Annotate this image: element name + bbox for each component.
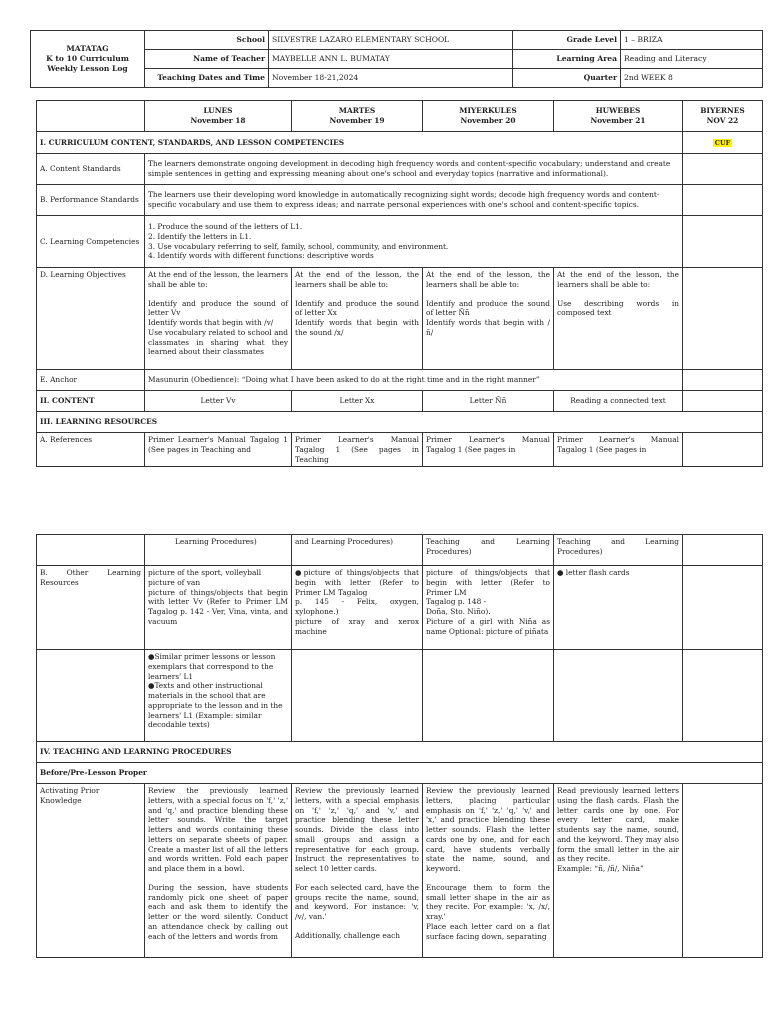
objective-monday: At the end of the lesson, the learners shall be able to: Identify and produce the sound of letter Vv Identify words that begin with /v/ Use vocabulary related to school and classmates in sharing what they learned about their classmates [145, 268, 292, 370]
grade-label: Grade Level [513, 31, 621, 50]
days-row [37, 101, 763, 132]
other-thursday: ● letter flash cards [554, 566, 683, 650]
cuf-badge: CUF [714, 138, 731, 147]
objectives-label: D. Learning Objectives [37, 268, 145, 370]
section-before-lesson: Before/Pre-Lesson Proper [37, 763, 763, 784]
objective-wednesday: At the end of the lesson, the learners shall be able to: Identify and produce the sound of letter Ññ Identify words that begin with /ñ/ [423, 268, 554, 370]
day-thursday: HUWEBES November 21 [554, 101, 683, 132]
day-wednesday: MIYERKULES November 20 [423, 101, 554, 132]
other-tuesday: ●picture of things/objects that begin with letter (Refer to Primer LM Tagalog p. 145 - Felix, oxygen, xylophone.) picture of xray and xerox machine [292, 566, 423, 650]
other-extra-monday: ●Similar primer lessons or lesson exemplars that correspond to the learners' L1 ●Texts and other instructional materials in the school that are appropriate to the lesson and in the learners' L1 (Example: similar decodable texts) [145, 650, 292, 742]
quarter-label: Quarter [513, 69, 621, 88]
performance-standards-text: The learners use their developing word knowledge in automatically recognizing sight words; decode high frequency words and content-specific vocabulary and use them to express ideas; and narrate personal experiences with one's school and content-specific topics. [145, 185, 683, 216]
other-monday: picture of the sport, volleyball picture of van picture of things/objects that begin with letter Vv (Refer to Primer LM Tagalog p. 142 - Ver, Vina, vinta, and vacuum [145, 566, 292, 650]
day-monday: LUNES November 18 [145, 101, 292, 132]
objective-tuesday: At the end of the lesson, the learners shall be able to: Identify and produce the sound of letter Xx Identify words that begin with the sound /x/ [292, 268, 423, 370]
performance-standards-label: B. Performance Standards [37, 185, 145, 216]
section-content: II. CONTENT [37, 391, 145, 412]
school-label: School [145, 31, 269, 50]
lesson-table-page1 [36, 100, 763, 467]
section-curriculum: I. CURRICULUM CONTENT, STANDARDS, AND LESSON COMPETENCIES [37, 132, 683, 154]
competencies-label: C. Learning Competencies [37, 216, 145, 268]
activating-wednesday: Review the previously learned letters, placing particular emphasis on 'f,' 'z,' 'q,' 'v,' and 'x,' and practice blending these letter sounds. Flash the letter cards one by one, and for each card, have students verbally state the name, sound, and keyword. Encourage them to form the small letter shape in the air as they recite. For example: 'x, /x/, xray.' Place each letter card on a flat surface facing down, separating [423, 784, 554, 958]
reference-thursday: Primer Learner's Manual Tagalog 1 (See pages in [554, 433, 683, 467]
anchor-label: E. Anchor [37, 370, 145, 391]
reference-tuesday: Primer Learner's Manual Tagalog 1 (See pages in Teaching [292, 433, 423, 467]
reference-monday: Primer Learner's Manual Tagalog 1 (See pages in Teaching and [145, 433, 292, 467]
competencies-text: 1. Produce the sound of the letters of L1. 2. Identify the letters in L1. 3. Use vocabulary referring to self, family, school, community, and environment. 4. Identify words with different functions: descriptive words [145, 216, 683, 268]
section-procedures: IV. TEACHING AND LEARNING PROCEDURES [37, 742, 763, 763]
day-tuesday: MARTES November 19 [292, 101, 423, 132]
dates-label: Teaching Dates and Time [145, 69, 269, 88]
content-tuesday: Letter Xx [292, 391, 423, 412]
activating-tuesday: Review the previously learned letters, with a special emphasis on 'f,' 'z,' 'q,' and 'v,' and practice blending these letter sounds. Divide the class into small groups and assign a representative for each group. Instruct the representatives to select 10 letter cards. For each selected card, have the groups recite the name, sound, and keyword. For instance: 'v, /v/, van.' Additionally, challenge each [292, 784, 423, 958]
day-friday: BIYERNES NOV 22 [683, 101, 763, 132]
reference-cont-wednesday: Teaching and Learning Procedures) [423, 535, 554, 566]
other-resources-label: B. Other Learning Resources [37, 566, 145, 650]
area-label: Learning Area [513, 50, 621, 69]
references-label: A. References [37, 433, 145, 467]
school-value: SILVESTRE LAZARO ELEMENTARY SCHOOL [269, 31, 513, 50]
other-wednesday: picture of things/objects that begin with letter (Refer to Primer LM Tagalog p. 148 - Doña, Sto. Niño). Picture of a girl with Niña as name Optional: picture of piñata [423, 566, 554, 650]
activating-monday: Review the previously learned letters, with a special focus on 'f,' 'z,' and 'q,' and practice blending these letter sounds. Write the target letters and words containing these letters on separate sheets of paper. Create a master list of all the letters and words written. Fold each paper and place them in a bowl. During the session, have students randomly pick one sheet of paper each and ask them to identify the letter or the word silently. Conduct an attendance check by calling out each of the letters and words from [145, 784, 292, 958]
teacher-value: MAYBELLE ANN L. BUMATAY [269, 50, 513, 69]
log-title: MATATAG K to 10 Curriculum Weekly Lesson Log [31, 31, 145, 88]
objective-thursday: At the end of the lesson, the learners shall be able to: Use describing words in composed text [554, 268, 683, 370]
content-wednesday: Letter Ññ [423, 391, 554, 412]
header-table [30, 30, 763, 88]
area-value: Reading and Literacy [621, 50, 763, 69]
section-resources: III. LEARNING RESOURCES [37, 412, 763, 433]
activating-label: Activating Prior Knowledge [37, 784, 145, 958]
activating-thursday: Read previously learned letters using the flash cards. Flash the letter cards one by one. For every letter card, make students say the name, sound, and the keyword. They may also form the small letter in the air as they recite. Example: “ñ, /ñ/, Niña” [554, 784, 683, 958]
content-standards-text: The learners demonstrate ongoing development in decoding high frequency words and content-specific vocabulary; understand and create simple sentences in getting and expressing meaning about one's school and everyday topics (narrative and informational). [145, 154, 683, 185]
reference-wednesday: Primer Learner's Manual Tagalog 1 (See pages in [423, 433, 554, 467]
lesson-table-page2 [36, 534, 763, 958]
content-monday: Letter Vv [145, 391, 292, 412]
reference-cont-thursday: Teaching and Learning Procedures) [554, 535, 683, 566]
dates-value: November 18-21,2024 [269, 69, 513, 88]
content-thursday: Reading a connected text [554, 391, 683, 412]
reference-cont-tuesday: and Learning Procedures) [292, 535, 423, 566]
content-standards-label: A. Content Standards [37, 154, 145, 185]
quarter-value: 2nd WEEK 8 [621, 69, 763, 88]
anchor-text: Masunurin (Obedience): “Doing what I have been asked to do at the right time and in the right manner” [145, 370, 683, 391]
teacher-label: Name of Teacher [145, 50, 269, 69]
grade-value: 1 – BRIZA [621, 31, 763, 50]
reference-cont-monday: Learning Procedures) [145, 535, 292, 566]
